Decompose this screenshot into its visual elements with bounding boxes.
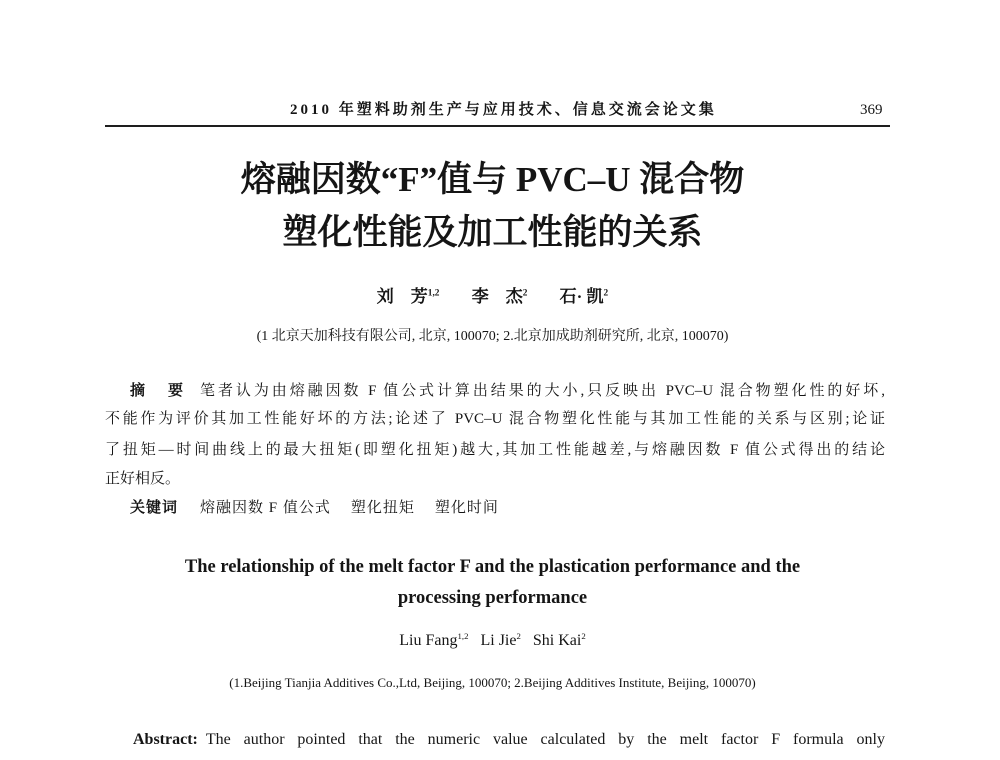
keyword: 熔融因数 F 值公式	[200, 500, 331, 516]
affiliation-mark: 2	[522, 288, 528, 299]
author-name: Liu Fang	[399, 632, 458, 649]
abstract-zh-label: 摘 要	[130, 383, 188, 399]
affiliation-mark: 1,2	[427, 288, 440, 299]
keyword: 塑化时间	[434, 500, 499, 516]
page-number: 369	[860, 102, 883, 118]
abstract-en-text: The author pointed that the numeric value calculated by the melt factor F formula only	[205, 731, 885, 748]
abstract-zh-line-4: 正好相反。	[105, 471, 181, 487]
affiliation-en: (1.Beijing Tianjia Additives Co.,Ltd, Beijing, 100070; 2.Beijing Additives Institute, Beijing, 100070)	[229, 675, 756, 690]
keyword: 塑化扭矩	[350, 500, 415, 516]
author-name: Shi Kai	[532, 632, 582, 649]
abstract-en-line-1	[133, 730, 885, 750]
author-zh	[560, 287, 609, 306]
author-en	[480, 632, 520, 649]
abstract-zh-line-2: 不能作为评价其加工性能好坏的方法;论述了 PVC–U 混合物塑化性能与其加工性能的关系与区别;论证	[105, 411, 885, 427]
author-name: 石· 凯	[559, 287, 604, 306]
author-en	[533, 632, 586, 649]
abstract-zh-line-3: 了扭矩—时间曲线上的最大扭矩(即塑化扭矩)越大,其加工性能越差,与熔融因数 F 值公式得出的结论	[105, 442, 885, 458]
title-en-line-1: The relationship of the melt factor F and the plastication performance and the	[184, 557, 801, 577]
affiliation-zh: (1 北京天加科技有限公司, 北京, 100070; 2.北京加成助剂研究所, 北京, 100070)	[256, 329, 729, 344]
authors-zh	[105, 286, 880, 308]
title-zh-line-2: 塑化性能及加工性能的关系	[282, 213, 703, 252]
authors-en	[105, 631, 880, 651]
keywords-zh	[130, 498, 519, 518]
author-name: 李 杰	[471, 287, 523, 306]
author-zh	[377, 287, 440, 306]
abstract-zh-text: 笔者认为由熔融因数 F 值公式计算出结果的大小,只反映出 PVC–U 混合物塑化性的好坏,	[200, 383, 885, 399]
running-header-title: 2010 年塑料助剂生产与应用技术、信息交流会论文集	[290, 102, 717, 118]
keywords-label: 关键词	[130, 500, 179, 516]
author-name: 刘 芳	[376, 287, 428, 306]
author-en	[399, 632, 468, 649]
title-en-line-2: processing performance	[397, 588, 588, 608]
affiliation-mark: 2	[603, 288, 609, 299]
affiliation-mark: 2	[581, 630, 586, 641]
author-name: Li Jie	[480, 632, 517, 649]
abstract-en-label: Abstract:	[133, 731, 198, 748]
affiliation-mark: 2	[516, 630, 521, 641]
abstract-zh-line-1	[130, 381, 885, 401]
header-rule	[105, 125, 890, 127]
author-zh	[472, 287, 528, 306]
affiliation-mark: 1,2	[457, 630, 469, 641]
title-zh-line-1: 熔融因数“F”值与 PVC–U 混合物	[240, 160, 745, 199]
